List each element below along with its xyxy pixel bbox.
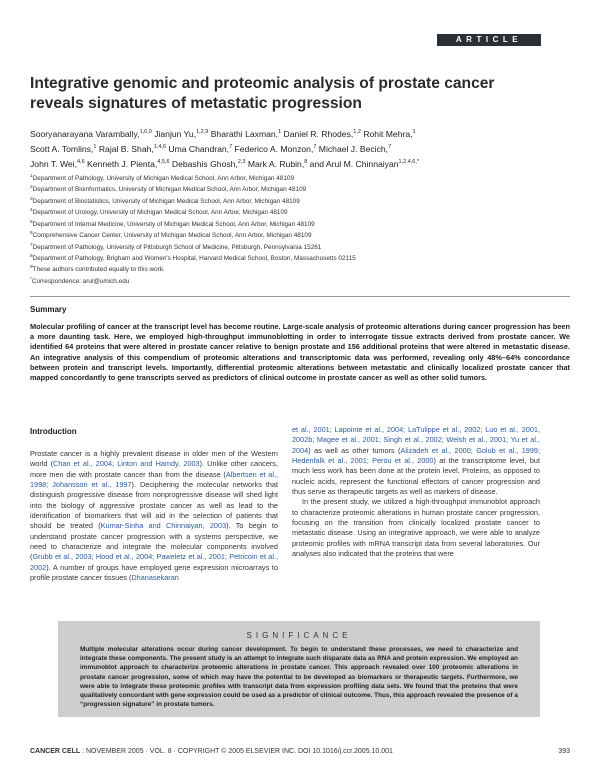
intro-column-left <box>30 449 278 583</box>
affiliation-item <box>30 218 570 229</box>
author-affiliation-marker: 2,3 <box>237 159 246 166</box>
affiliation-marker: 6 <box>30 231 33 237</box>
author-name: and Arul M. Chinnaiyan <box>309 158 399 169</box>
author-affiliation-marker: 1,4,6 <box>153 144 166 151</box>
author-name: Jianjun Yu, <box>154 128 197 139</box>
affiliation-marker: 2 <box>30 185 33 191</box>
affiliation-item <box>30 263 570 274</box>
intro-paragraph-1-continued <box>292 425 540 497</box>
author-name: Michael J. Becich, <box>318 143 389 154</box>
intro-column-right <box>292 425 540 559</box>
affiliation-marker: 4 <box>30 208 33 214</box>
affiliation-text: Comprehensive Cancer Center, University of Michigan Medical School, Ann Arbor, Michigan 48109 <box>32 232 312 240</box>
affiliation-text: Department of Bioinformatics, University of Michigan Medical School, Ann Arbor, Michigan 48109 <box>32 186 307 194</box>
section-divider <box>30 296 570 297</box>
affiliation-text: Department of Pathology, University of Pittsburgh School of Medicine, Pittsburgh, Pennsylvania 15261 <box>32 243 322 251</box>
body-text: ) at the transcriptome level, but much less work has been done at the protein level. Proteins, as opposed to nucleic acids, represent the functional effectors of cancer progression and thus serve as therapeutic targets as well as markers of disease. <box>292 456 540 497</box>
affiliation-item <box>30 183 570 194</box>
affiliation-text: Department of Biostatistics, University of Michigan Medical School, Ann Arbor, Michigan 48109 <box>32 197 300 205</box>
page-number: 393 <box>558 748 570 755</box>
affiliation-marker: 9 <box>30 265 33 271</box>
significance-text: Multiple molecular alterations occur during cancer development. To begin to understand these processes, we need to characterize and integrate these components. The present study is an attempt to integrate such disparate data as RNA and protein expression. We employed an immunoblot approach to characterize proteomic alterations in prostate cancer. This approach revealed over 100 proteomic alterations in prostate cancer progression, some of which may have the potential to be developed as biomarkers or therapeutic targets. Furthermore, we were able to integrate these proteomic profiles with transcript data from expression profiling data sets. We found that the proteins that were qualitatively concordant with gene expression could be used as a predictor of clinical outcome. Thus, this approach revealed the presence of a “progression signature” in prostate tumors. <box>80 646 518 709</box>
introduction-heading: Introduction <box>30 427 77 436</box>
body-text: ). Deciphering the molecular networks that distinguish progressive disease from nonprogressive disease will shed light into the biology of aggressive prostate cancer as well as lead to the identification of biomarkers that will aid in the selection of patients that should be treated ( <box>30 480 278 531</box>
affiliation-item <box>30 275 570 286</box>
affiliation-text: Department of Internal Medicine, University of Michigan Medical School, Ann Arbor, Michigan 48109 <box>32 220 315 228</box>
author-name: Kenneth J. Pienta, <box>87 158 158 169</box>
affiliation-item <box>30 172 570 183</box>
body-text: ) as well as other tumors ( <box>308 445 401 455</box>
affiliation-text: Department of Pathology, Brigham and Women's Hospital, Harvard Medical School, Boston, Massachusetts 02115 <box>32 255 356 263</box>
affiliation-text: Department of Pathology, University of Michigan Medical School, Ann Arbor, Michigan 48109 <box>32 175 294 183</box>
article-title: Integrative genomic and proteomic analysis of prostate cancer reveals signatures of metastatic progression <box>30 75 495 112</box>
intro-paragraph-1 <box>30 449 278 583</box>
author-name: Daniel R. Rhodes, <box>283 128 354 139</box>
author-name: John T. Wei, <box>30 158 77 169</box>
affiliation-marker: 1 <box>30 174 33 179</box>
citation-link[interactable]: Dhanasekaran <box>131 573 179 583</box>
citation-link[interactable]: Chan et al., 2004; Linton and Hamdy, 2003 <box>53 459 200 469</box>
affiliation-text: Department of Urology, University of Michigan Medical School, Ann Arbor, Michigan 48109 <box>32 209 288 217</box>
body-text: ). A number of groups have employed gene expression microarrays to profile prostate cancer tissues ( <box>30 562 278 583</box>
author-name: Sooryanarayana Varambally, <box>30 128 140 139</box>
author-name: Rajal B. Shah, <box>98 143 154 154</box>
author-affiliation-marker: 1,2,4,6,* <box>398 159 420 166</box>
affiliation-item <box>30 206 570 217</box>
author-list <box>30 126 570 171</box>
affiliation-item <box>30 241 570 252</box>
affiliation-marker: 3 <box>30 196 33 202</box>
article-section-label: ARTICLE <box>437 34 541 46</box>
significance-heading: SIGNIFICANCE <box>246 631 352 640</box>
footer-details: : NOVEMBER 2005 · VOL. 8 · COPYRIGHT © 2005 ELSEVIER INC. DOI 10.1016/j.ccr.2005.10.001 <box>80 748 393 755</box>
citation-link[interactable]: Alizadeh et al., 2000; Golub et al., 1999; Hedenfalk et al., 2001; Perou et al., 2000 <box>292 445 540 466</box>
author-affiliation-marker: 1,2 <box>353 129 361 135</box>
author-affiliation-marker: 8 <box>304 159 308 166</box>
author-affiliation-marker: 7 <box>313 144 317 151</box>
affiliation-text: These authors contributed equally to this work. <box>32 266 165 274</box>
author-affiliation-marker: 4,6 <box>76 159 85 166</box>
author-affiliation-marker: 1,2,9 <box>196 129 209 135</box>
author-affiliation-marker: 7 <box>229 144 233 151</box>
affiliation-marker: 7 <box>30 242 33 248</box>
author-name: Mark A. Rubin, <box>247 158 305 169</box>
author-name: Debashis Ghosh, <box>171 158 238 169</box>
affiliation-item <box>30 195 570 206</box>
author-name: Scott A. Tomlins, <box>30 143 94 154</box>
affiliation-item <box>30 252 570 263</box>
affiliation-marker: * <box>30 276 32 282</box>
author-name: Bharathi Laxman, <box>210 128 279 139</box>
author-name: Rohit Mehra, <box>363 128 413 139</box>
summary-text: Molecular profiling of cancer at the transcript level has become routine. Large-scale analysis of proteomic alterations during cancer progression has been a more daunting task. Here, we employed high-throughput immunoblotting in order to interrogate tissue extracts derived from prostate cancer. We identified 64 proteins that were altered in prostate cancer relative to benign prostate and 156 additional proteins that were altered in metastatic disease. An integrative analysis of this compendium of proteomic alterations and transcriptomic data was performed, revealing only 48%–64% concordance between protein and transcript levels. Importantly, differential proteomic alterations between metastatic and clinically localized prostate cancer that mapped concordantly to gene transcripts served as predictors of clinical outcome in prostate cancer as well as other solid tumors. <box>30 322 570 383</box>
citation-link[interactable]: et al., 2001; Lapointe et al., 2004; LaTulippe et al., 2002; Luo et al., 2001, 2002b; Magee et al., 2001; Singh et al., 2002; Welsh et al., 2001; Yu et al., 2004 <box>292 425 540 455</box>
citation-link[interactable]: Albertsen et al., 1998; Johansson et al., 1997 <box>30 469 279 490</box>
author-affiliation-marker: 4,5,6 <box>157 159 170 166</box>
body-text: Prostate cancer is a highly prevalent disease in older men of the Western world ( <box>30 449 278 469</box>
intro-paragraph-2: In the present study, we utilized a high-throughput immunoblot approach to characterize proteomic alterations in human prostate cancer progression, focusing on the transition from clinically localized prostate cancer to metastatic disease. Using an integrative approach, we were able to analyze proteomic profiles with mRNA transcript data from several laboratories. Our analyses also indicated that the proteins that were <box>292 497 540 559</box>
author-affiliation-marker: 1 <box>93 144 97 151</box>
author-affiliation-marker: 1,6,9 <box>139 129 152 135</box>
citation-link[interactable]: Grubb et al., 2003; Hood et al., 2004; Paweletz et al., 2001; Petricoin et al., 2002 <box>30 552 278 572</box>
affiliation-marker: 8 <box>30 253 33 259</box>
page-footer <box>30 748 570 755</box>
significance-box <box>58 621 540 717</box>
author-affiliation-marker: 7 <box>388 144 392 151</box>
author-affiliation-marker: 1 <box>278 129 282 135</box>
affiliation-text: Correspondence: arul@umich.edu <box>31 277 130 285</box>
summary-heading: Summary <box>30 305 67 314</box>
footer-journal: CANCER CELL <box>30 748 81 755</box>
affiliation-marker: 5 <box>30 219 33 225</box>
affiliation-list <box>30 172 570 286</box>
author-name: Uma Chandran, <box>168 143 230 154</box>
body-text: ). To begin to understand prostate cancer progression with a systems perspective, we need to characterize and integrate the molecular components involved ( <box>30 521 278 562</box>
citation-link[interactable]: Kumar-Sinha and Chinnaiyan, 2003 <box>100 521 227 531</box>
affiliation-item <box>30 229 570 240</box>
author-affiliation-marker: 1 <box>412 129 416 135</box>
body-text: ). Unlike other cancers, more men die with prostate cancer than from the disease ( <box>30 459 278 479</box>
author-name: Federico A. Monzon, <box>234 143 314 154</box>
